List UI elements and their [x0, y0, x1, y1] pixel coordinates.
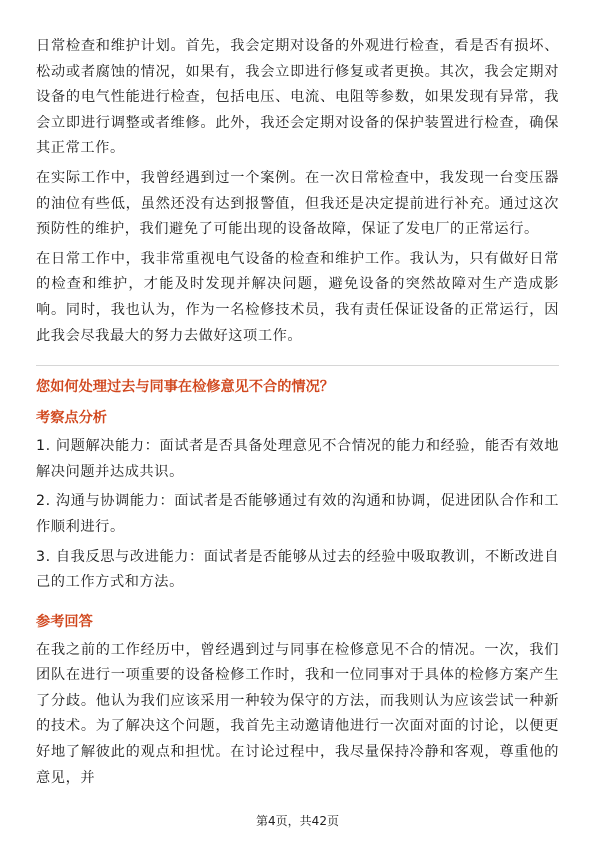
- document-body: [36, 34, 559, 795]
- answer-heading: 参考回答: [36, 613, 93, 630]
- intro-paragraph-3: 在日常工作中，我非常重视电气设备的检查和维护工作。我认为，只有做好日常的检查和维护，才能及时发现并解决问题，避免设备的突然故障对生产造成影响。同时，我也认为，作为一名检修技术员，我有责任保证设备的正常运行，因此我会尽我最大的努力去做好这项工作。: [36, 250, 559, 344]
- analysis-heading: 考察点分析: [36, 410, 107, 427]
- page-number-footer: 第4页，共42页: [256, 814, 339, 828]
- section-divider: [36, 365, 559, 366]
- intro-paragraph-2: 在实际工作中，我曾经遇到过一个案例。在一次日常检查中，我发现一台变压器的油位有些低，虽然还没有达到报警值，但我还是决定提前进行补充。通过这次预防性的维护，我们避免了可能出现的设备故障，保证了发电厂的正常运行。: [36, 169, 559, 238]
- answer-paragraph: 在我之前的工作经历中，曾经遇到过与同事在检修意见不合的情况。一次，我们团队在进行一项重要的设备检修工作时，我和一位同事对于具体的检修方案产生了分歧。他认为我们应该采用一种较为保守的方法，而我则认为应该尝试一种新的技术。为了解决这个问题，我首先主动邀请他进行一次面对面的讨论，以便更好地了解彼此的观点和担忧。在讨论过程中，我尽量保持冷静和客观，尊重他的意见，并: [36, 641, 559, 786]
- intro-paragraph-1: 日常检查和维护计划。首先，我会定期对设备的外观进行检查，看是否有损坏、松动或者腐蚀的情况，如果有，我会立即进行修复或者更换。其次，我会定期对设备的电气性能进行检查，包括电压、电流、电阻等参数，如果发现有异常，我会立即进行调整或者维修。此外，我还会定期对设备的保护装置进行检查，确保其正常工作。: [36, 38, 559, 157]
- interview-question: 您如何处理过去与同事在检修意见不合的情况？: [36, 379, 334, 396]
- analysis-item-2: 2. 沟通与协调能力：面试者是否能够通过有效的沟通和协调，促进团队合作和工作顺利进行。: [36, 493, 559, 535]
- analysis-item-3: 3. 自我反思与改进能力：面试者是否能够从过去的经验中吸取教训，不断改进自己的工作方式和方法。: [36, 548, 559, 591]
- analysis-item-1: 1. 问题解决能力：面试者是否具备处理意见不合情况的能力和经验，能否有效地解决问题并达成共识。: [36, 438, 559, 480]
